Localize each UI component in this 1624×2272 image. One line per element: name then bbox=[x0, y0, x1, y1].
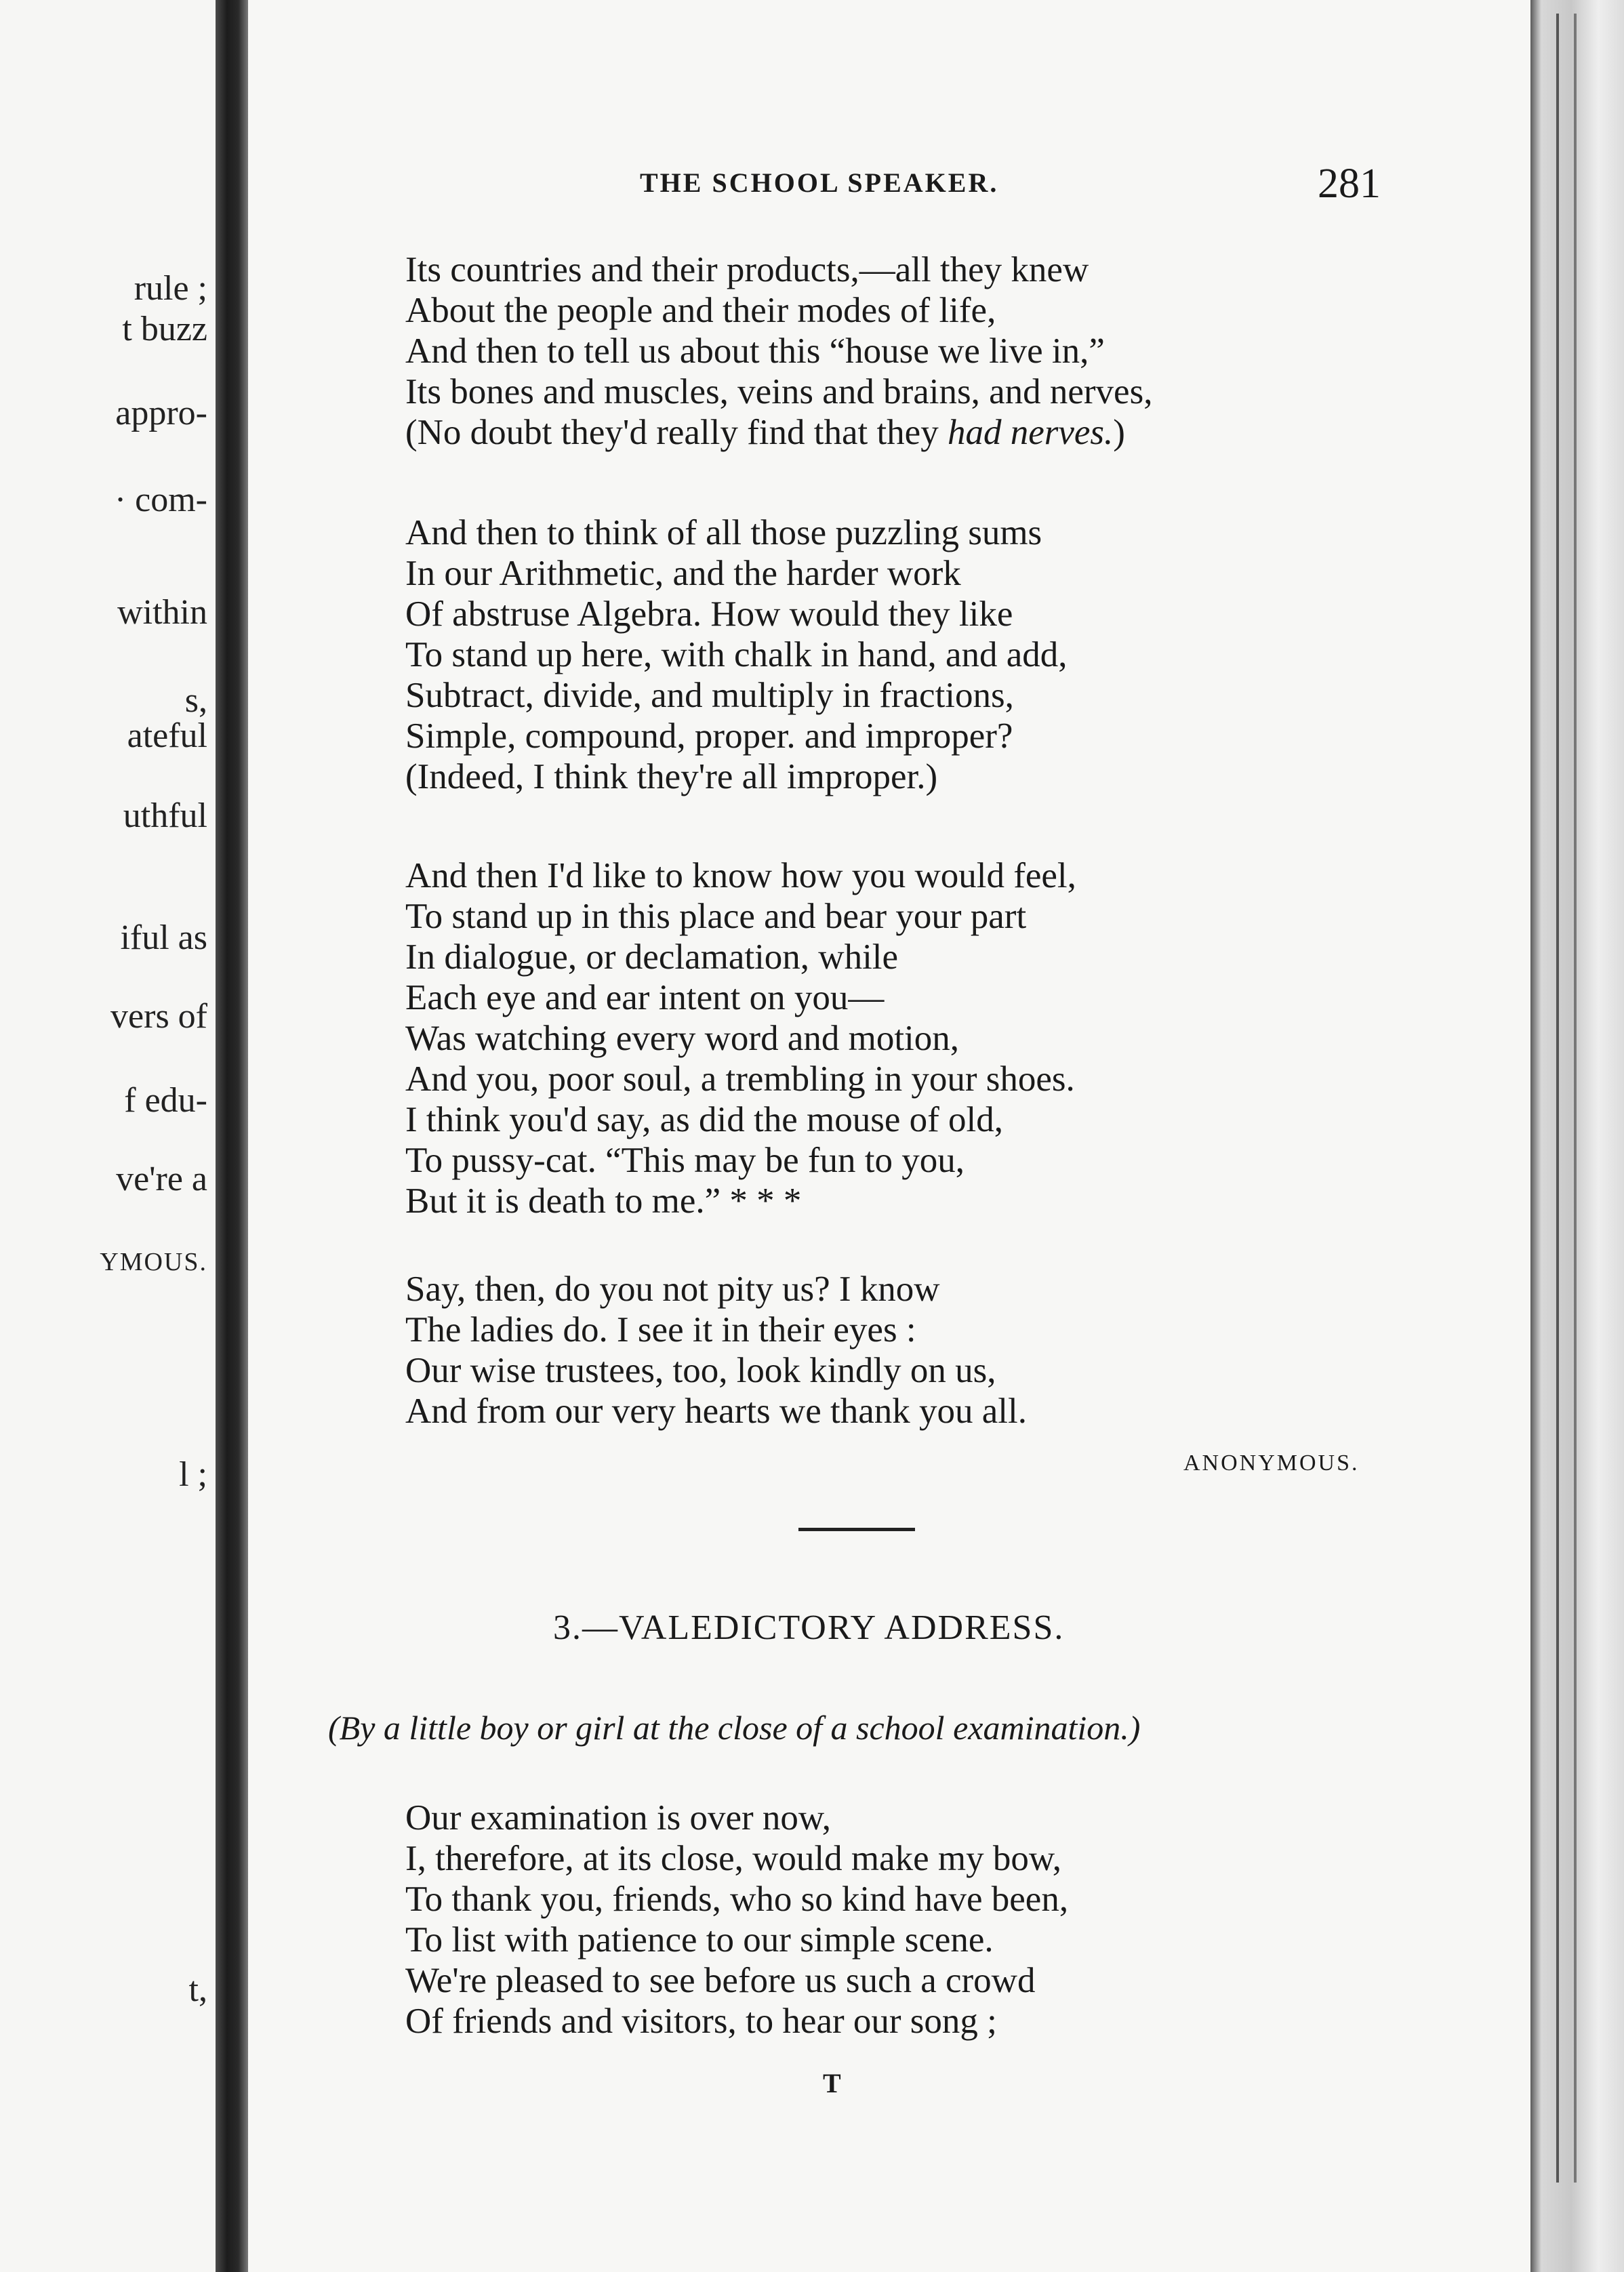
verse-line: We're pleased to see before us such a crowd bbox=[405, 1961, 1036, 2000]
left-page-fragment: appro- bbox=[115, 394, 207, 432]
verse-line: To stand up here, with chalk in hand, and add, bbox=[405, 635, 1068, 674]
page-edge-line bbox=[1574, 14, 1577, 2183]
left-page-fragment: t buzz bbox=[122, 310, 207, 348]
stanza-1 bbox=[405, 249, 1152, 453]
section-title: 3.—VALEDICTORY ADDRESS. bbox=[553, 1608, 1065, 1647]
verse-line: And you, poor soul, a trembling in your shoes. bbox=[405, 1059, 1075, 1099]
verse-line: And then to tell us about this “house we live in,” bbox=[405, 331, 1105, 371]
verse-line: Of friends and visitors, to hear our song ; bbox=[405, 2002, 997, 2041]
verse-line: Simple, compound, proper. and improper? bbox=[405, 716, 1013, 756]
verse-line: To list with patience to our simple scene. bbox=[405, 1920, 994, 1960]
verse-line: And then to think of all those puzzling sums bbox=[405, 513, 1042, 552]
left-page-fragment: ateful bbox=[127, 716, 207, 755]
main-page bbox=[248, 0, 1530, 2272]
left-page-fragment: vers of bbox=[110, 997, 207, 1036]
verse-text: (No doubt they'd really find that they bbox=[405, 413, 948, 452]
verse-line: Our examination is over now, bbox=[405, 1798, 832, 1838]
left-page-fragment: iful as bbox=[120, 918, 207, 957]
left-page-fragment: ve're a bbox=[116, 1160, 207, 1198]
stanza-4 bbox=[405, 1269, 1027, 1432]
verse-line: But it is death to me.” * * * bbox=[405, 1181, 802, 1221]
left-page-fragment: t, bbox=[188, 1970, 207, 2009]
verse-line: Of abstruse Algebra. How would they like bbox=[405, 594, 1013, 634]
verse-line bbox=[405, 412, 1152, 453]
left-page-edge bbox=[0, 0, 216, 2272]
left-page-fragment: l ; bbox=[179, 1455, 207, 1494]
verse-line: And then I'd like to know how you would feel, bbox=[405, 856, 1076, 895]
left-page-fragment: uthful bbox=[123, 796, 207, 835]
attribution: ANONYMOUS. bbox=[1183, 1451, 1360, 1476]
section-divider bbox=[798, 1528, 915, 1531]
verse-line: To stand up in this place and bear your part bbox=[405, 897, 1027, 936]
verse-line: In our Arithmetic, and the harder work bbox=[405, 554, 961, 593]
stanza-3 bbox=[405, 855, 1076, 1221]
signature-mark: T bbox=[823, 2068, 841, 2098]
verse-line: About the people and their modes of life, bbox=[405, 291, 996, 330]
page-edge-line bbox=[1556, 14, 1559, 2183]
section-subtitle: (By a little boy or girl at the close of a school examination.) bbox=[328, 1709, 1141, 1747]
left-page-fragment: · com- bbox=[114, 481, 207, 519]
page-number: 281 bbox=[1318, 161, 1381, 207]
verse-line: Was watching every word and motion, bbox=[405, 1019, 960, 1058]
verse-line: And from our very hearts we thank you all. bbox=[405, 1392, 1027, 1431]
verse-line: I think you'd say, as did the mouse of old, bbox=[405, 1100, 1003, 1139]
left-page-fragment: f edu- bbox=[124, 1081, 207, 1120]
book-gutter bbox=[216, 0, 248, 2272]
stanza-2 bbox=[405, 512, 1068, 797]
verse-line: To pussy-cat. “This may be fun to you, bbox=[405, 1141, 965, 1180]
verse-line: I, therefore, at its close, would make my bow, bbox=[405, 1839, 1061, 1878]
running-head: THE SCHOOL SPEAKER. bbox=[640, 167, 999, 198]
verse-emphasis: had nerves. bbox=[947, 413, 1114, 452]
verse-line: The ladies do. I see it in their eyes : bbox=[405, 1310, 916, 1350]
right-page-edges bbox=[1530, 0, 1624, 2272]
verse-line: In dialogue, or declamation, while bbox=[405, 937, 899, 977]
verse-line: Its countries and their products,—all they knew bbox=[405, 250, 1089, 289]
verse-line: Subtract, divide, and multiply in fractions, bbox=[405, 676, 1014, 715]
verse-line: (Indeed, I think they're all improper.) bbox=[405, 757, 938, 796]
stanza-5 bbox=[405, 1798, 1068, 2042]
verse-line: Its bones and muscles, veins and brains, and nerves, bbox=[405, 372, 1153, 411]
left-page-fragment: s, bbox=[184, 681, 207, 720]
left-page-fragment: YMOUS. bbox=[100, 1248, 207, 1276]
verse-line: To thank you, friends, who so kind have been, bbox=[405, 1880, 1069, 1919]
verse-line: Our wise trustees, too, look kindly on us, bbox=[405, 1351, 996, 1390]
left-page-fragment: rule ; bbox=[134, 269, 207, 308]
left-page-fragment: within bbox=[117, 593, 207, 632]
verse-text: ) bbox=[1113, 413, 1125, 452]
verse-line: Say, then, do you not pity us? I know bbox=[405, 1270, 940, 1309]
verse-line: Each eye and ear intent on you— bbox=[405, 978, 885, 1017]
